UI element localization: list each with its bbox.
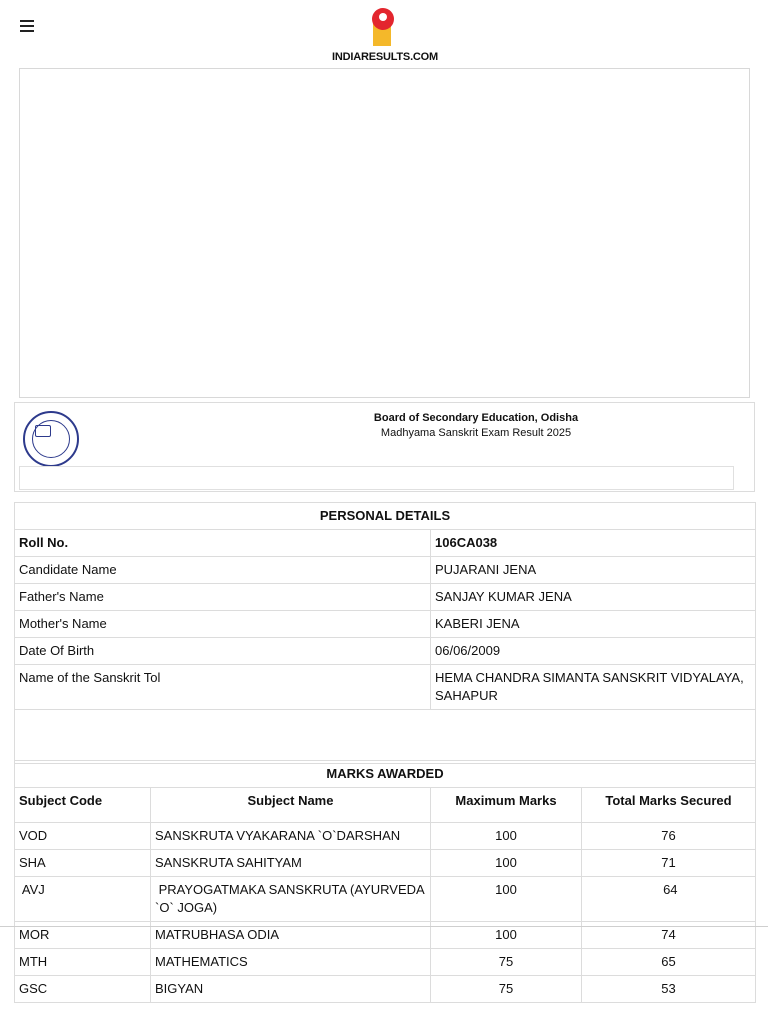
subject-code: MOR [15,922,151,949]
subject-code: GSC [15,976,151,1003]
table-row [15,611,756,638]
subject-name: SANSKRUTA VYAKARANA `O`DARSHAN [151,823,431,850]
viewport-divider [0,926,768,927]
table-row [15,823,756,850]
table-row [15,638,756,665]
marks-awarded-heading: MARKS AWARDED [15,761,756,788]
candidate-name-value: PUJARANI JENA [431,557,756,584]
subject-name: MATHEMATICS [151,949,431,976]
top-bar [0,0,768,66]
roll-no-label: Roll No. [15,530,431,557]
table-row [15,949,756,976]
table-row [15,976,756,1003]
school-label: Name of the Sanskrit Tol [15,665,431,710]
site-logo[interactable] [330,8,440,62]
table-row [15,877,756,922]
subject-code: VOD [15,823,151,850]
maximum-marks: 100 [431,922,582,949]
father-name-value: SANJAY KUMAR JENA [431,584,756,611]
subject-name: PRAYOGATMAKA SANSKRUTA (AYURVEDA `O` JOGA) [151,877,431,922]
marks-header-row [15,788,756,823]
table-row [15,557,756,584]
mother-name-label: Mother's Name [15,611,431,638]
marks-secured: 76 [582,823,756,850]
table-spacer-row [15,710,756,764]
personal-details-table [14,502,756,764]
mother-name-value: KABERI JENA [431,611,756,638]
col-subject-name: Subject Name [151,788,431,823]
candidate-name-label: Candidate Name [15,557,431,584]
subject-code: AVJ [15,877,151,922]
subject-code: SHA [15,850,151,877]
board-seal-icon [23,411,79,467]
col-subject-code: Subject Code [15,788,151,823]
board-title: Board of Secondary Education, Odisha [373,412,579,424]
table-row [15,530,756,557]
col-maximum-marks: Maximum Marks [431,788,582,823]
marks-awarded-table [14,760,756,1003]
maximum-marks: 100 [431,823,582,850]
advertisement-placeholder [19,68,750,398]
subject-name: MATRUBHASA ODIA [151,922,431,949]
maximum-marks: 75 [431,976,582,1003]
marks-secured: 53 [582,976,756,1003]
maximum-marks: 75 [431,949,582,976]
roll-no-value: 106CA038 [431,530,756,557]
marks-secured: 65 [582,949,756,976]
col-total-marks-secured: Total Marks Secured [582,788,756,823]
logo-text: INDIARESULTS.COM [332,51,438,63]
table-row [15,584,756,611]
subject-name: SANSKRUTA SAHITYAM [151,850,431,877]
subject-code: MTH [15,949,151,976]
dob-label: Date Of Birth [15,638,431,665]
logo-mark-icon [370,8,400,46]
marks-secured: 71 [582,850,756,877]
hamburger-menu-icon[interactable] [20,20,34,32]
school-value: HEMA CHANDRA SIMANTA SANSKRIT VIDYALAYA, SAHAPUR [431,665,756,710]
maximum-marks: 100 [431,850,582,877]
subject-name: BIGYAN [151,976,431,1003]
personal-details-heading: PERSONAL DETAILS [15,503,756,530]
maximum-marks: 100 [431,877,582,922]
board-blank-strip [19,466,734,490]
table-row [15,665,756,710]
marks-secured: 64 [582,877,756,922]
table-row [15,850,756,877]
exam-title: Madhyama Sanskrit Exam Result 2025 [380,427,572,439]
dob-value: 06/06/2009 [431,638,756,665]
board-header [14,402,755,492]
father-name-label: Father's Name [15,584,431,611]
marks-secured: 74 [582,922,756,949]
